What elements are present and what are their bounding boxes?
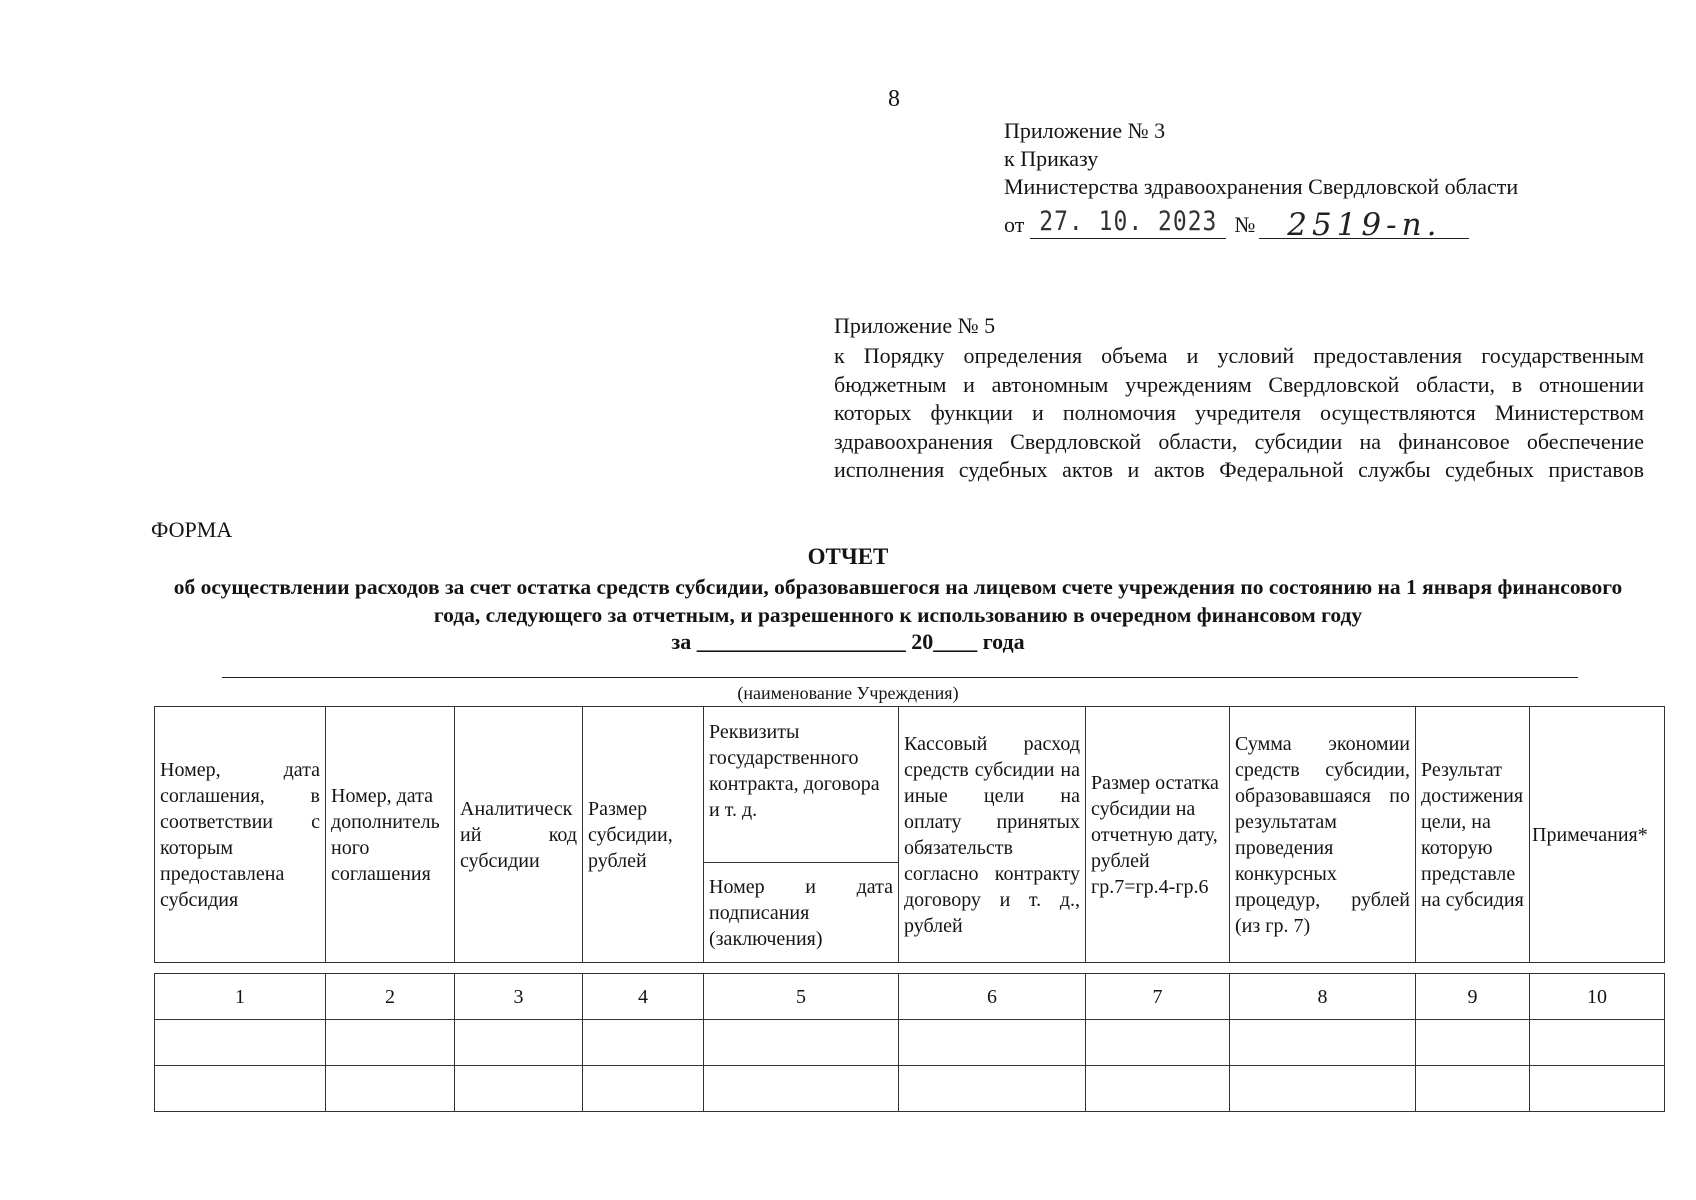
header-col-4: Размер субсидии, рублей [583,707,704,963]
empty-cell [1530,1066,1665,1112]
header-col-5: Реквизиты государственного контракта, договора и т. д. [704,707,899,863]
form-label: ФОРМА [151,517,233,542]
empty-cell [704,1066,899,1112]
header-col-7: Размер остатка субсидии на отчетную дату, рублей гр.7=гр.4-гр.6 [1086,707,1230,963]
order-date-field [1030,208,1226,239]
empty-cell [583,1066,704,1112]
appendix-3-line3: Министерства здравоохранения Свердловской области [1004,174,1519,199]
empty-cell [1530,1020,1665,1066]
order-number-field [1259,207,1469,243]
column-number: 5 [704,974,899,1020]
column-number: 4 [583,974,704,1020]
empty-table-row [155,1020,1665,1066]
report-data-table [154,973,1665,1112]
empty-table-row [155,1066,1665,1112]
appendix-3-block [1004,117,1519,243]
header-col-10: Примечания* [1530,707,1665,963]
column-number: 2 [326,974,455,1020]
empty-cell [326,1020,455,1066]
report-period: за ___________________ 20____ года [671,629,1025,654]
empty-cell [1230,1066,1416,1112]
empty-cell [155,1020,326,1066]
column-number: 7 [1086,974,1230,1020]
empty-cell [326,1066,455,1112]
column-number: 8 [1230,974,1416,1020]
organization-caption: (наименование Учреждения) [737,683,959,703]
number-prefix: № [1234,212,1256,237]
order-date-row [1004,207,1518,243]
appendix-3-title: Приложение № 3 [1004,118,1166,143]
header-col-8: Сумма экономии средств субсидии, образовавшаяся по результатам проведения конкурсных процедур, рублей (из гр. 7) [1230,707,1416,963]
appendix-5-title: Приложение № 5 [834,313,996,338]
order-date-handwritten: 27. 10. 2023 [1039,207,1218,237]
header-col-9: Результат достижения цели, на которую представлена субсидия [1416,707,1530,963]
empty-cell [155,1066,326,1112]
report-subtitle: об осуществлении расходов за счет остатка средств субсидии, образовавшегося на лицевом счете учреждения по состоянию на 1 января финансового года, следующего за отчетным, и разрешенного к использованию в очередном финансовом году [173,575,1623,627]
column-number: 9 [1416,974,1530,1020]
column-number-row [155,974,1665,1020]
column-number: 10 [1530,974,1665,1020]
empty-cell [455,1020,583,1066]
column-number: 1 [155,974,326,1020]
header-col-1: Номер, дата соглашения, в соответствии с которым предоставлена субсидия [155,707,326,963]
empty-cell [1086,1020,1230,1066]
empty-cell [455,1066,583,1112]
report-title: ОТЧЕТ [807,544,889,569]
header-col-3: Аналитический код субсидии [455,707,583,963]
order-number-handwritten: 2519-п. [1287,207,1442,243]
empty-cell [899,1020,1086,1066]
date-prefix: от [1004,212,1025,237]
header-col-6: Кассовый расход средств субсидии на иные цели на оплату принятых обязательств согласно контракту договору и т. д., рублей [899,707,1086,963]
column-number: 3 [455,974,583,1020]
empty-cell [1230,1020,1416,1066]
empty-cell [1416,1020,1530,1066]
empty-cell [704,1020,899,1066]
empty-cell [583,1020,704,1066]
empty-cell [899,1066,1086,1112]
subheader-col-5: Номер и дата подписания (заключения) [704,863,899,963]
report-header-table [154,706,1665,963]
empty-cell [1086,1066,1230,1112]
appendix-5-text: к Порядку определения объема и условий предоставления государственным бюджетным и автономным учреждениям Свердловской области, в отношении которых функции и полномочия учредителя осуществляются Министерством здравоохранения Свердловской области, субсидии на финансовое обеспечение исполнения судебных актов и актов Федеральной службы судебных приставов [834,343,1644,482]
organization-name-line [222,677,1578,678]
appendix-3-line2: к Приказу [1004,146,1099,171]
column-number: 6 [899,974,1086,1020]
empty-cell [1416,1066,1530,1112]
header-col-2: Номер, дата дополнительного соглашения [326,707,455,963]
page-number: 8 [888,86,900,112]
